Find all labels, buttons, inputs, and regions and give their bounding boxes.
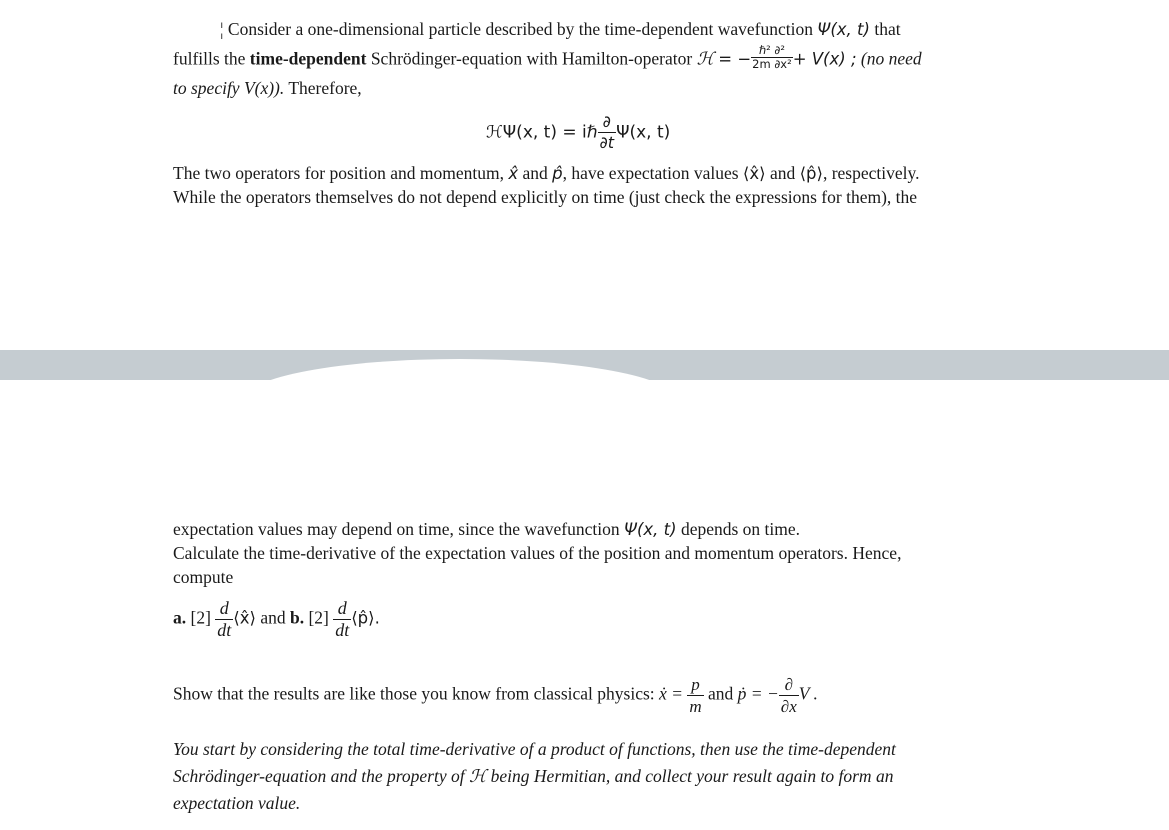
- classical-and: and: [708, 683, 734, 704]
- partial-den: ∂x: [780, 697, 797, 716]
- intro-text-2b: Schrödinger-equation with Hamilton-operator: [370, 48, 693, 69]
- hint-line-3: [173, 790, 300, 817]
- tdse-rhs: Ψ(x, t): [616, 122, 671, 143]
- operators-text-2: While the operators themselves do not depend explicitly on time (just check the expressions for them), the: [173, 187, 918, 207]
- part-b-expression: ⟨p̂⟩.: [351, 608, 380, 628]
- expectation-line-3: [173, 566, 233, 588]
- part-a-label: a.: [173, 607, 187, 628]
- m-den: m: [689, 697, 702, 716]
- parts-and: and: [260, 607, 286, 628]
- potential-v: V .: [798, 683, 818, 704]
- hint-text-2a: Schrödinger-equation and the property of: [173, 766, 465, 786]
- and-2: and: [769, 163, 796, 183]
- p-dot: ṗ = −: [737, 683, 779, 704]
- hamiltonian-symbol-2: ℋ: [468, 767, 487, 787]
- part-a-d: d: [215, 598, 233, 620]
- potential-term: + V(x) ;: [792, 49, 857, 69]
- p-hat: p̂: [552, 164, 563, 183]
- equals-minus: = −: [718, 49, 752, 69]
- part-b-d: d: [333, 598, 351, 620]
- hint-line-1: [173, 736, 896, 763]
- operators-text-b: , have expectation values: [562, 163, 739, 183]
- tdse-lhs: ℋΨ(x, t) = iℏ: [486, 122, 598, 143]
- tdse-partial-fraction: [598, 112, 617, 153]
- hint-line-2: [173, 763, 893, 791]
- expectation-text-a: expectation values may depend on time, since the wavefunction: [173, 519, 620, 539]
- x-dot: ẋ =: [659, 683, 683, 704]
- schrodinger-equation: [486, 112, 670, 153]
- operators-line-1: [173, 162, 920, 185]
- classical-text: Show that the results are like those you know from classical physics:: [173, 683, 655, 704]
- parts-a-b: [173, 598, 380, 641]
- operators-text-c: , respectively.: [822, 163, 920, 183]
- intro-text-1-tail: that: [874, 19, 901, 39]
- part-a-derivative: [215, 598, 233, 641]
- expectation-line-1: [173, 518, 800, 541]
- hamiltonian-symbol: ℋ: [696, 49, 714, 70]
- hint-text-3: expectation value.: [173, 793, 301, 813]
- no-need-text: (no need: [860, 48, 922, 69]
- hint-text-2b: being Hermitian, and collect your result again to form an: [490, 766, 894, 786]
- part-a-dt: dt: [217, 620, 232, 640]
- part-b-dt: dt: [335, 620, 350, 640]
- part-a-points: [2]: [190, 607, 211, 628]
- intro-text-2a: fulfills the: [173, 48, 246, 69]
- intro-text-1: Consider a one-dimensional particle described by the time-dependent wavefunction: [227, 19, 813, 39]
- x-hat: x̂: [508, 164, 519, 183]
- part-b-label: b.: [289, 607, 305, 628]
- intro-marker: ¦: [220, 19, 224, 39]
- therefore-text: Therefore,: [288, 78, 362, 98]
- psi-symbol: Ψ(x, t): [817, 20, 870, 39]
- tdse-frac-den: ∂t: [599, 133, 615, 152]
- hamiltonian-fraction-num: ℏ² ∂²: [751, 44, 793, 58]
- tdse-frac-num: ∂: [598, 112, 617, 133]
- hint-text-1: You start by considering the total time-derivative of a product of functions, then use the time-dependent: [173, 739, 896, 759]
- hamiltonian-fraction-den: 2m ∂x²: [752, 57, 792, 71]
- intro-line-2: [173, 43, 922, 74]
- compute-text: compute: [173, 567, 234, 587]
- x-expectation: ⟨x̂⟩: [742, 164, 766, 183]
- expectation-text-b: depends on time.: [680, 519, 801, 539]
- partial-x: [779, 674, 799, 717]
- p-num: p: [687, 674, 703, 696]
- intro-line-3: [173, 77, 362, 99]
- classical-line: [173, 674, 818, 717]
- p-expectation: ⟨p̂⟩: [799, 164, 823, 183]
- no-need-continued: to specify V(x)).: [173, 78, 285, 98]
- part-b-points: [2]: [308, 607, 329, 628]
- operators-text-a: The two operators for position and momentum,: [173, 163, 504, 183]
- expectation-line-2: [173, 542, 901, 564]
- hamiltonian-fraction: [751, 44, 793, 71]
- part-b-derivative: [333, 598, 351, 641]
- psi-symbol-2: Ψ(x, t): [623, 520, 677, 539]
- operators-line-2: [173, 186, 917, 208]
- and-1: and: [522, 163, 548, 183]
- p-over-m: [687, 674, 703, 717]
- intro-line-1: [220, 18, 901, 41]
- calculate-text: Calculate the time-derivative of the expectation values of the position and momentum operators. Hence,: [173, 543, 902, 563]
- partial-num: ∂: [779, 674, 799, 696]
- time-dependent-bold: time-dependent: [249, 48, 367, 69]
- page-break-cover: [0, 380, 1169, 410]
- part-a-expression: ⟨x̂⟩: [233, 608, 256, 628]
